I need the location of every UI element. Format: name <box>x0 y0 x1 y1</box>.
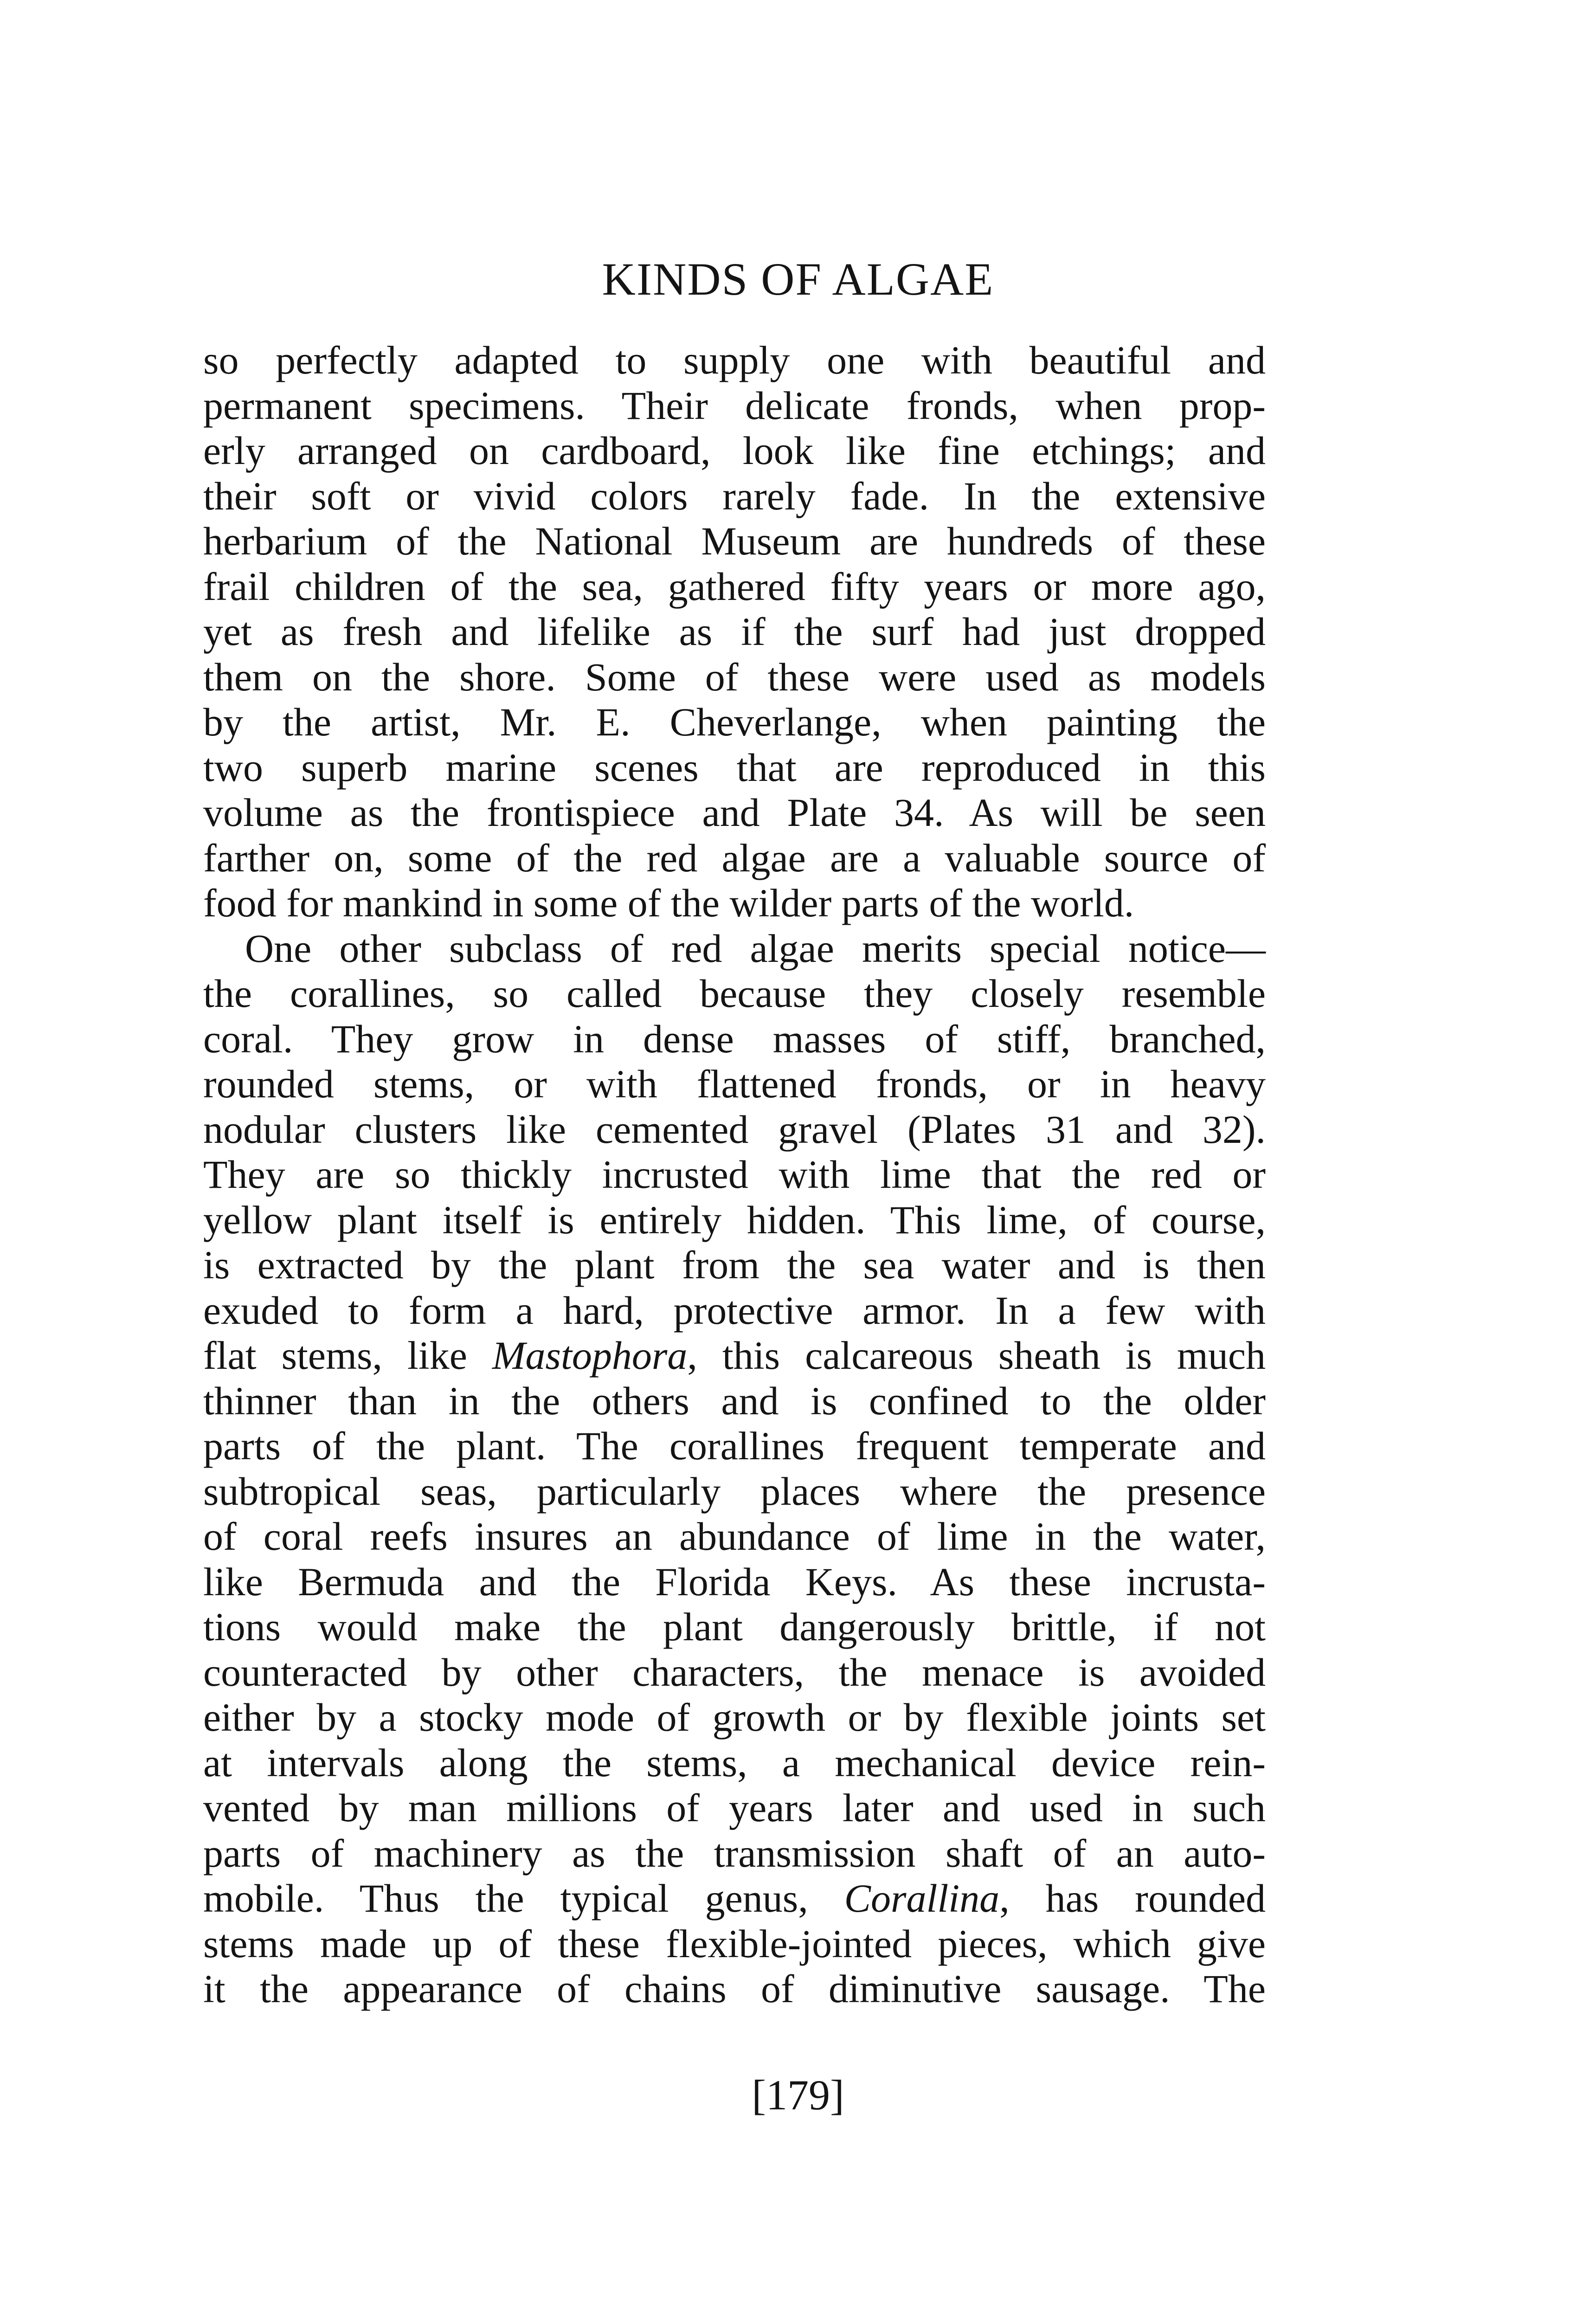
genus-name-italic: Corallina <box>844 1876 1000 1920</box>
text-line: by the artist, Mr. E. Cheverlange, when painting the <box>203 700 1266 744</box>
text-line: like Bermuda and the Florida Keys. As these incrusta- <box>203 1559 1266 1604</box>
text-line: at intervals along the stems, a mechanical device rein- <box>203 1740 1266 1785</box>
text-segment: flat stems, like <box>203 1333 492 1378</box>
text-line: yellow plant itself is entirely hidden. This lime, of course, <box>203 1197 1266 1242</box>
text-line: them on the shore. Some of these were used as models <box>203 654 1266 699</box>
text-segment: , has rounded <box>999 1876 1266 1920</box>
text-line: so perfectly adapted to supply one with beautiful and <box>203 338 1266 382</box>
text-segment: mobile. Thus the typical genus, <box>203 1876 844 1920</box>
text-line: counteracted by other characters, the menace is avoided <box>203 1650 1266 1695</box>
text-line: frail children of the sea, gathered fifty years or more ago, <box>203 564 1266 609</box>
text-line: it the appearance of chains of diminutive sausage. The <box>203 1966 1266 2011</box>
page-number: [179] <box>752 2071 844 2119</box>
text-line: thinner than in the others and is confined to the older <box>203 1378 1266 1423</box>
text-line: volume as the frontispiece and Plate 34. As will be seen <box>203 790 1266 835</box>
text-line: permanent specimens. Their delicate fronds, when prop- <box>203 383 1266 428</box>
text-line: parts of machinery as the transmission shaft of an auto- <box>203 1830 1266 1875</box>
text-line: stems made up of these flexible-jointed pieces, which give <box>203 1921 1266 1966</box>
text-line: coral. They grow in dense masses of stiff, branched, <box>203 1016 1266 1061</box>
text-line: farther on, some of the red algae are a valuable source of <box>203 835 1266 880</box>
text-line: nodular clusters like cemented gravel (Plates 31 and 32). <box>203 1107 1266 1152</box>
text-segment: , this calcareous sheath is much <box>687 1333 1266 1378</box>
text-line: vented by man millions of years later and used in such <box>203 1785 1266 1830</box>
text-line: their soft or vivid colors rarely fade. In the extensive <box>203 473 1266 518</box>
text-line: either by a stocky mode of growth or by flexible joints set <box>203 1695 1266 1740</box>
text-line: exuded to form a hard, protective armor. In a few with <box>203 1288 1266 1333</box>
text-line: parts of the plant. The corallines frequent temperate and <box>203 1424 1266 1468</box>
text-line: herbarium of the National Museum are hundreds of these <box>203 519 1266 563</box>
paragraph-first-line: One other subclass of red algae merits special notice— <box>245 926 1266 971</box>
text-line: tions would make the plant dangerously brittle, if not <box>203 1605 1266 1649</box>
text-line <box>203 1333 1266 1379</box>
running-header: KINDS OF ALGAE <box>602 253 994 305</box>
text-line: food for mankind in some of the wilder parts of the world. <box>203 881 1134 925</box>
text-line: yet as fresh and lifelike as if the surf had just dropped <box>203 609 1266 654</box>
text-line: the corallines, so called because they closely resemble <box>203 971 1266 1016</box>
text-line: rounded stems, or with flattened fronds, or in heavy <box>203 1062 1266 1106</box>
text-line <box>203 1876 1266 1921</box>
text-line: subtropical seas, particularly places where the presence <box>203 1469 1266 1514</box>
text-line: They are so thickly incrusted with lime that the red or <box>203 1152 1266 1197</box>
text-line: is extracted by the plant from the sea water and is then <box>203 1243 1266 1287</box>
genus-name-italic: Mastophora <box>492 1333 688 1378</box>
text-line: of coral reefs insures an abundance of lime in the water, <box>203 1514 1266 1559</box>
text-line: two superb marine scenes that are reproduced in this <box>203 745 1266 790</box>
body-text <box>203 338 1266 2012</box>
text-line: erly arranged on cardboard, look like fine etchings; and <box>203 428 1266 473</box>
